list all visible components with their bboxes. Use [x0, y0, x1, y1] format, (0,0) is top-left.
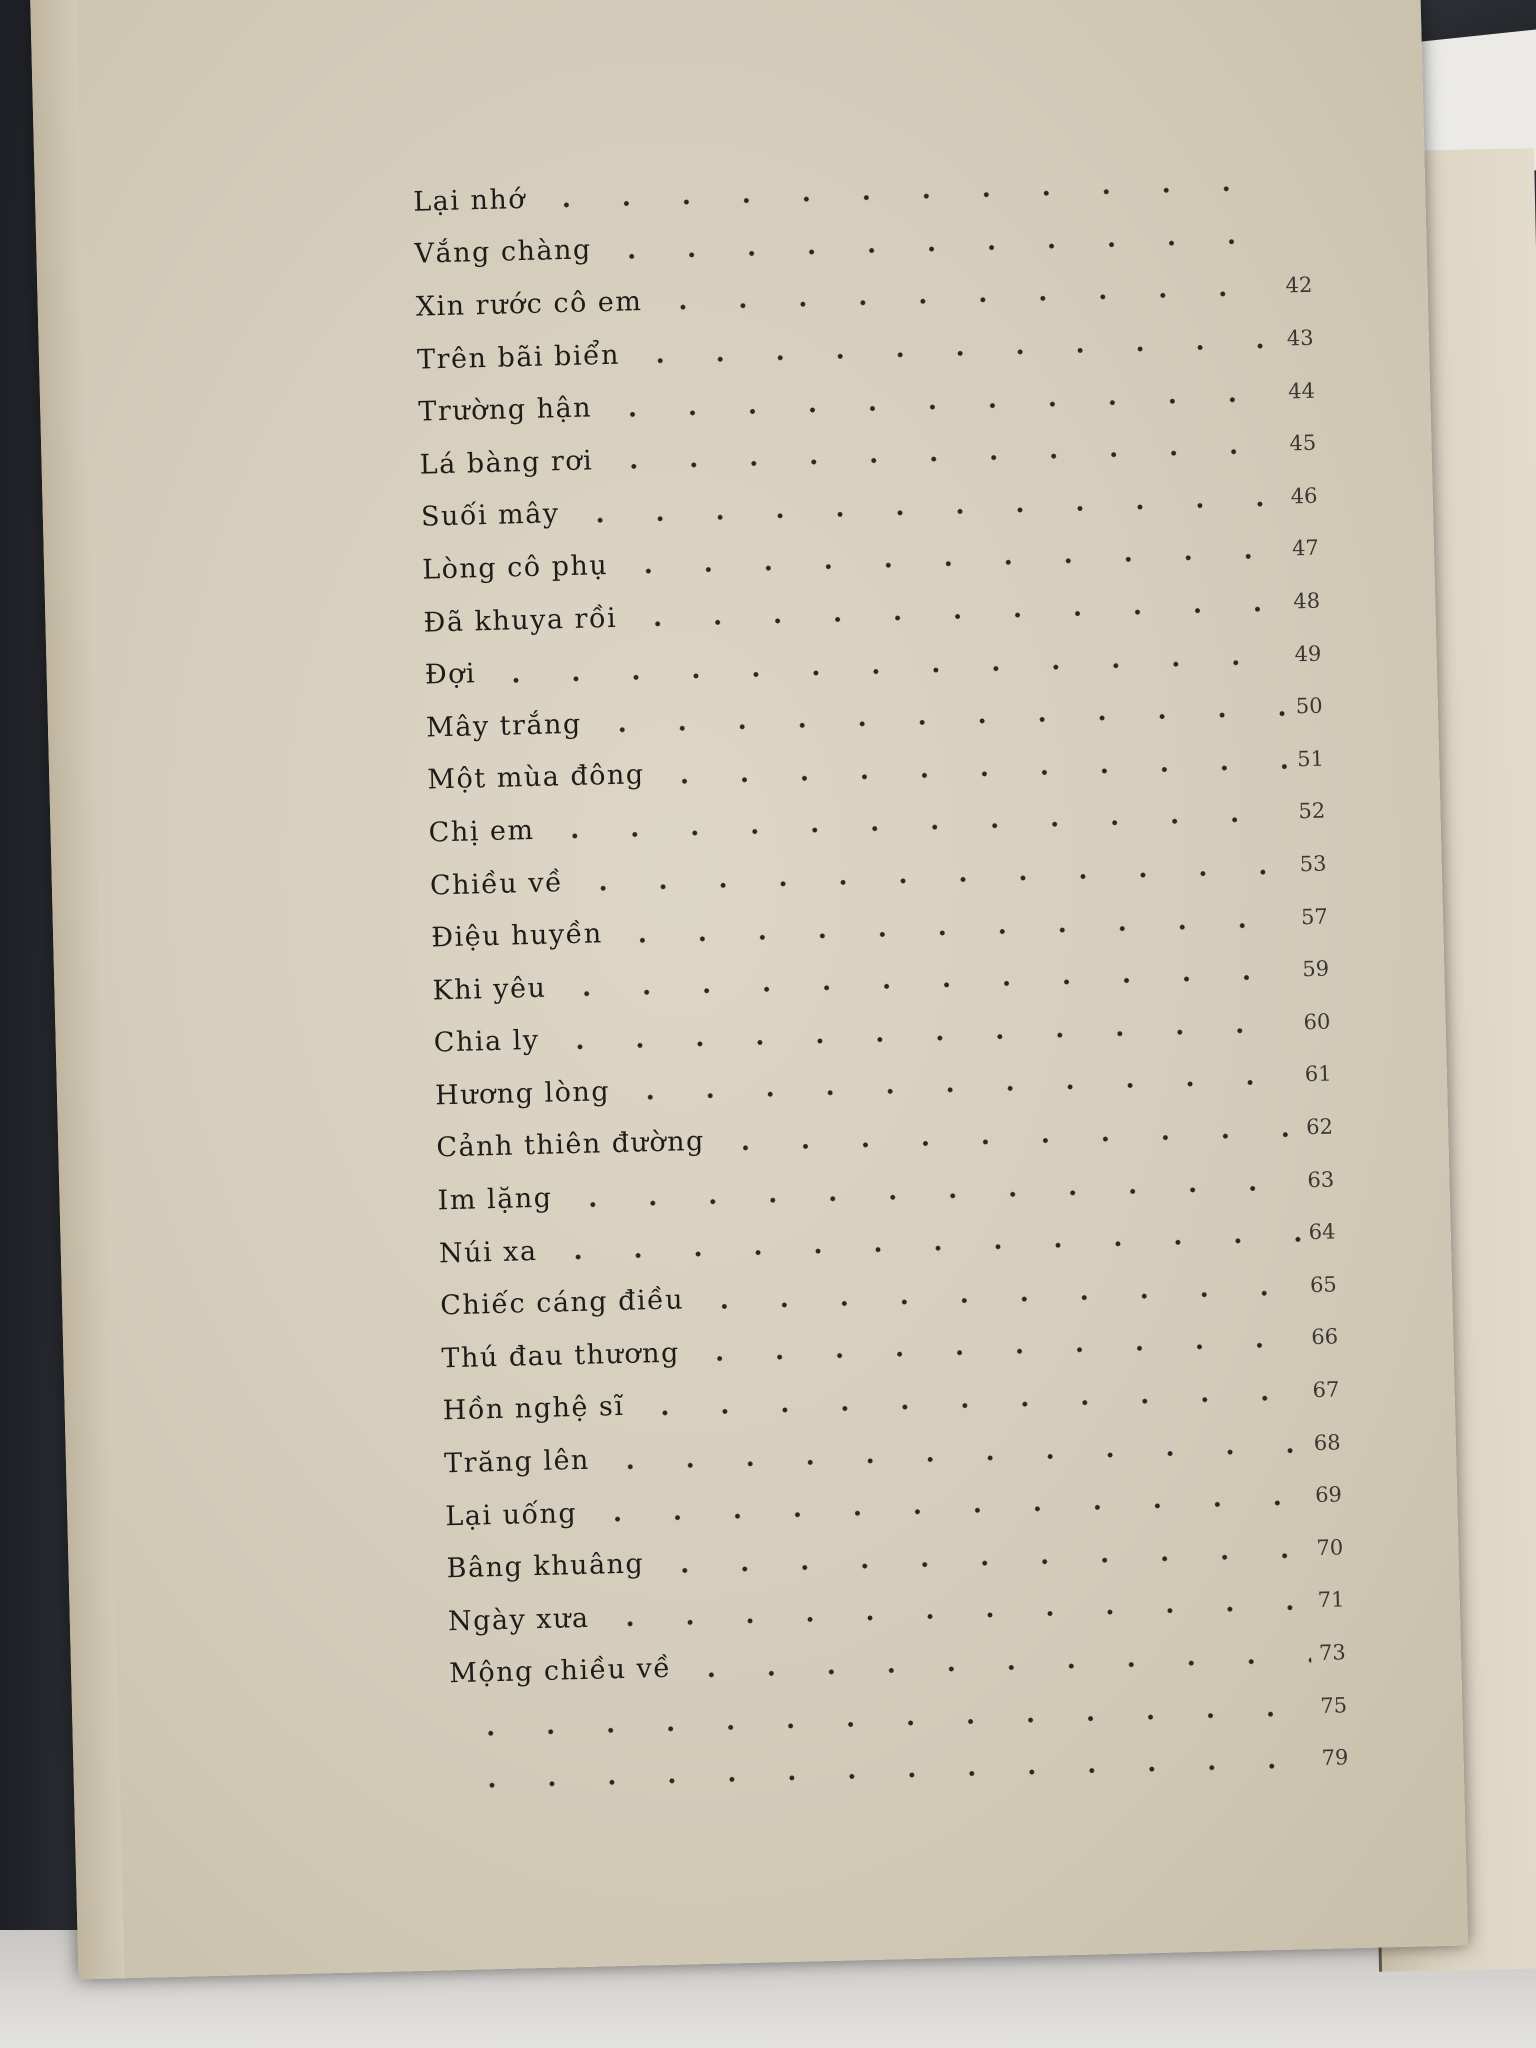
- dot-leader: [603, 446, 1281, 473]
- dot-leader: [600, 1603, 1310, 1630]
- dot-leader: [654, 1550, 1308, 1576]
- dot-leader: [486, 656, 1287, 686]
- toc-entry-page-number: 62: [1305, 1114, 1334, 1140]
- dot-leader: [548, 1234, 1301, 1262]
- toc-entry-title: Khi yêu: [432, 972, 547, 1007]
- toc-entry-page-number: 52: [1298, 799, 1326, 824]
- toc-entry-title: Đã khuya rồi: [423, 602, 618, 639]
- toc-entry-page-number: 63: [1307, 1167, 1335, 1192]
- toc-entry-page-number: 57: [1300, 904, 1329, 929]
- toc-entry-page-number: [1275, 179, 1353, 181]
- dot-leader: [652, 288, 1277, 313]
- toc-entry-title: Chia ly: [433, 1025, 540, 1059]
- toc-entry-title: Mộng chiều về: [448, 1653, 672, 1690]
- toc-entry-title: Một mùa đông: [427, 759, 645, 796]
- dot-leader: [545, 814, 1291, 842]
- toc-entry-page-number: [1276, 232, 1354, 234]
- toc-entry-title: Đợi: [424, 658, 477, 691]
- toc-entry-page-number: 61: [1304, 1061, 1332, 1087]
- toc-entry-title: Im lặng: [437, 1182, 553, 1217]
- toc-entry-title: Mây trắng: [425, 708, 583, 744]
- toc-entry-title: Thú đau thương: [441, 1337, 681, 1375]
- toc-entry-page-number: 75: [1320, 1692, 1348, 1718]
- toc-entry-page-number: 66: [1311, 1324, 1339, 1350]
- dot-leader: [602, 236, 1277, 262]
- toc-entry-page-number: 42: [1285, 273, 1313, 298]
- toc-entry-title: Hồn nghệ sĩ: [442, 1391, 625, 1427]
- toc-entry-page-number: 49: [1294, 641, 1322, 666]
- dot-leader: [587, 1497, 1307, 1525]
- toc-entry-title: Trên bãi biển: [416, 339, 621, 376]
- toc-entry-title: Suối mây: [420, 498, 560, 533]
- toc-entry-title: Chiếc cáng điều: [439, 1284, 685, 1322]
- toc-entry-title: Núi xa: [438, 1235, 538, 1270]
- toc-entry-title: Xin rước cô em: [415, 286, 643, 323]
- toc-entry-page-number: 73: [1318, 1640, 1347, 1665]
- toc-entry-title: Chiều về: [429, 866, 564, 902]
- toc-entry-page-number: 65: [1309, 1272, 1338, 1297]
- toc-entry-title: Bâng khuâng: [446, 1548, 645, 1585]
- dot-leader: [690, 1340, 1304, 1365]
- toc-entry-page-number: 51: [1296, 746, 1325, 772]
- toc-entry-title: Điệu huyền: [430, 918, 604, 954]
- toc-entry-page-number: 44: [1287, 378, 1316, 404]
- toc-entry-title: Lá bàng rơi: [419, 445, 594, 481]
- dot-leader: [592, 709, 1288, 736]
- toc-entry-page-number: 46: [1290, 483, 1318, 509]
- dot-leader: [620, 1077, 1297, 1104]
- dot-leader: [694, 1287, 1302, 1312]
- dot-leader: [682, 1655, 1312, 1680]
- dot-leader: [602, 393, 1280, 420]
- toc-entry-title: Vắng chàng: [414, 234, 593, 271]
- table-of-contents: [413, 153, 1393, 1806]
- dot-leader: [550, 1024, 1296, 1052]
- book-page: [30, 0, 1468, 1979]
- toc-entry-page-number: 60: [1303, 1009, 1331, 1034]
- toc-entry-title: Lại nhớ: [412, 183, 527, 218]
- toc-entry-page-number: 71: [1317, 1587, 1345, 1613]
- toc-entry-title: Ngày xưa: [447, 1602, 590, 1638]
- dot-leader: [536, 183, 1275, 211]
- toc-entry-title: Lòng cô phụ: [421, 550, 609, 586]
- toc-entry-title: Chị em: [428, 814, 535, 849]
- dot-leader: [556, 972, 1294, 1000]
- toc-entry-title: Lại uống: [445, 1497, 578, 1532]
- toc-entry-page-number: 59: [1302, 956, 1330, 982]
- toc-entry-page-number: 64: [1308, 1219, 1336, 1245]
- toc-entry-page-number: 79: [1321, 1745, 1349, 1771]
- toc-entry-page-number: 53: [1299, 851, 1327, 877]
- toc-entry-title: Hương lòng: [434, 1076, 611, 1112]
- dot-leader: [462, 1760, 1314, 1791]
- toc-entry-title: Cảnh thiên đường: [436, 1126, 706, 1164]
- dot-leader: [461, 1708, 1313, 1739]
- toc-entry-page-number: 70: [1316, 1535, 1344, 1560]
- dot-leader: [655, 761, 1290, 787]
- toc-entry-title: Trường hận: [418, 392, 593, 428]
- dot-leader: [627, 604, 1285, 630]
- toc-entry-page-number: 50: [1295, 693, 1323, 719]
- dot-leader: [600, 1445, 1306, 1472]
- toc-entry-page-number: 43: [1286, 325, 1314, 351]
- toc-entry-page-number: 48: [1293, 588, 1321, 614]
- toc-entry-title: Trăng lên: [443, 1444, 591, 1480]
- dot-leader: [613, 919, 1294, 946]
- dot-leader: [570, 498, 1283, 525]
- dot-leader: [715, 1129, 1299, 1153]
- dot-leader: [630, 341, 1279, 367]
- dot-leader: [618, 551, 1284, 577]
- toc-entry-page-number: 69: [1314, 1482, 1343, 1508]
- toc-entry-page-number: 47: [1291, 536, 1320, 561]
- dot-leader: [562, 1182, 1299, 1210]
- toc-entry-page-number: 68: [1313, 1429, 1341, 1455]
- dot-leader: [573, 866, 1292, 894]
- toc-entry-page-number: 45: [1289, 430, 1317, 456]
- dot-leader: [634, 1392, 1304, 1418]
- toc-entry-page-number: 67: [1312, 1377, 1340, 1403]
